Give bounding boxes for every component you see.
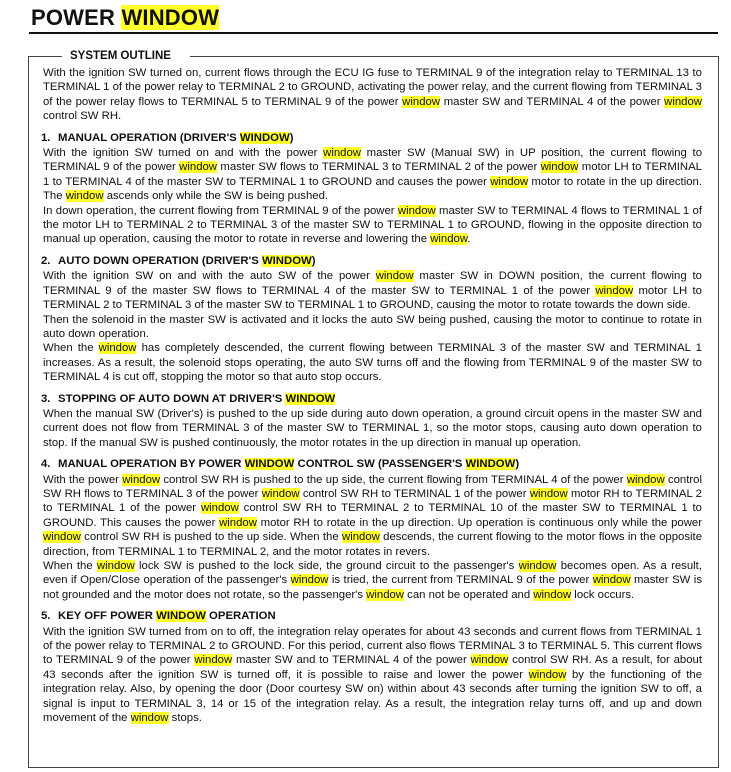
section-5-heading [41,609,702,623]
text-run: control SW RH is pushed to the up side, the current flowing from TERMINAL 4 of the power [160,473,627,486]
section-title [58,458,519,470]
text-run: master SW is not grounded and the motor does not rotate, so the passenger's [43,574,702,601]
text-run: motor to rotate in the up direction. The [43,175,702,203]
text-run: In down operation, the current flowing from TERMINAL 9 of the power [43,204,398,217]
highlighted-term: window [518,560,557,572]
text-run: control SW RH. [43,110,122,123]
text-run: STOPPING OF AUTO DOWN AT DRIVER'S [58,392,286,405]
section-title [58,393,335,405]
text-run: by the functioning of the integration relay. Also, by opening the door (Door courtesy SW on) within about 43 seconds after turning the ignition SW to off, a signal is input to TERMINAL 3, 14 or 15 of the integration relay. As a result, the integration relay turns off, and up and down movement of the [43,668,703,725]
highlighted-term: WINDOW [244,458,295,471]
text-run: When the [43,560,97,572]
section-number: 4. [41,458,51,471]
highlighted-term: window [490,175,529,188]
section-2-heading [41,254,702,268]
text-run: master SW flows to TERMINAL 3 to TERMINAL 2 of the power [217,161,541,174]
text-run: control SW RH is pushed to the up side. When the [80,531,342,544]
text-run: When the [43,342,99,355]
text-run: master SW and TERMINAL 4 of the power [440,95,665,108]
highlighted-term: window [397,204,436,217]
highlighted-term: window [470,654,509,667]
section-1-paragraph-2 [43,204,702,247]
text-run: CONTROL SW (PASSENGER'S [294,458,466,471]
text-run: lock SW is pushed to the lock side, the ground circuit to the passenger's [134,560,519,572]
text-run: master SW and to TERMINAL 4 of the power [232,654,471,667]
text-run: motor LH to TERMINAL 1 to TERMINAL 4 of the master SW to TERMINAL 1 to GROUND and causes the power [43,161,702,188]
text-run: MANUAL OPERATION BY POWER [58,458,245,471]
highlighted-term: window [342,531,380,544]
highlighted-term: window [430,233,468,246]
section-number: 5. [41,610,51,623]
text-run: stops. [168,712,202,725]
page-title [31,4,219,32]
section-5-paragraph-1 [43,625,702,726]
text-run: lock occurs. [571,588,635,601]
section-title [58,132,293,144]
highlighted-term: window [375,270,414,283]
highlighted-term: window [98,342,137,355]
text-run: With the ignition SW turned on, current flows through the ECU IG fuse to TERMINAL 9 of the integration relay to TERMINAL 13 to TERMINAL 1 of the power relay to TERMINAL 2 to GROUND, activating the power relay, and the current flowing from TERMINAL 3 of the power relay flows to TERMINAL 5 to TERMINAL 9 of the power [43,67,702,108]
highlighted-term: window [194,654,233,667]
text-run: control SW RH to TERMINAL 1 of the power [299,487,530,500]
intro-paragraph [43,66,702,124]
text-run: is tried, the current from TERMINAL 9 of the power [328,574,593,587]
outline-frame-top-right [190,56,719,57]
outline-frame-top-left [28,56,62,57]
section-3-paragraph-1 [43,407,702,450]
highlighted-term: window [592,574,631,587]
section-4-paragraph-2 [43,559,702,602]
outline-content [43,66,702,725]
highlighted-term: window [65,190,104,203]
section-2-paragraph-3 [43,341,702,384]
section-2-paragraph-1 [43,269,702,312]
text-run: AUTO DOWN OPERATION (DRIVER'S [58,254,262,267]
text-run: control SW RH. As a result, for about 43 seconds after the ignition SW is turned off, it is possible to raise and lower the power [43,654,702,681]
text-run: master SW in DOWN position, the current flowing to TERMINAL 9 of the master SW flows to TERMINAL 4 of the master SW to TERMINAL 1 of the power [43,270,702,297]
section-3-heading [41,392,702,406]
highlighted-term: window [122,473,161,486]
section-2-paragraph-2 [43,313,702,342]
section-4-paragraph-1 [43,473,702,559]
section-title [58,610,276,622]
highlighted-term: WINDOW [285,392,336,405]
page-title-prefix: POWER [31,5,122,30]
section-1-heading [41,131,702,145]
text-run: ) [515,458,520,471]
text-run: motor RH to TERMINAL 2 to TERMINAL 1 of the power [43,487,702,515]
title-rule [29,32,718,34]
text-run: motor LH to TERMINAL 2 to TERMINAL 3 of the master SW to TERMINAL 1 to GROUND, causing the motor to rotate towards the down side. [43,284,702,312]
text-run: master SW (Manual SW) in UP position, the current flowing to TERMINAL 9 of the power [43,147,702,174]
highlighted-term: window [626,473,665,486]
highlighted-term: window [529,487,568,500]
text-run: MANUAL OPERATION (DRIVER'S [58,131,240,144]
section-number: 2. [41,254,51,267]
section-4-heading [41,457,702,471]
highlighted-term: window [366,588,405,601]
section-number: 3. [41,392,51,405]
highlighted-term: window [96,560,135,572]
page-title-highlight: WINDOW [121,5,220,30]
system-outline-heading: SYSTEM OUTLINE [70,50,171,62]
text-run: motor RH to rotate in the up direction. Up operation is continuous only while the power [256,516,702,529]
highlighted-term: window [219,516,257,529]
section-number: 1. [41,131,51,144]
text-run: control SW RH flows to TERMINAL 3 of the power [43,473,702,500]
highlighted-term: window [595,284,634,297]
highlighted-term: window [179,161,218,174]
highlighted-term: window [261,487,300,500]
text-run: ) [311,254,316,267]
highlighted-term: window [664,95,702,108]
highlighted-term: window [43,531,81,544]
highlighted-term: WINDOW [465,458,516,471]
highlighted-term: window [323,147,361,160]
highlighted-term: WINDOW [261,254,312,267]
text-run: becomes open. As a result, even if Open/Close operation of the passenger's [43,560,702,587]
text-run: . [467,233,471,246]
highlighted-term: WINDOW [156,610,206,623]
text-run: master SW to TERMINAL 4 flows to TERMINAL 1 of the motor LH to TERMINAL 2 to TERMINAL 3 of the master SW to TERMINAL 1 to GROUND, flowing in the opposite direction to manual up operation, causing the motor to rotate in reverse and lowering the [43,204,702,246]
highlighted-term: window [533,588,572,601]
highlighted-term: window [540,161,579,174]
text-run: descends, the current flowing to the motor flows in the opposite direction, from TERMINAL 1 to TERMINAL 2, and the motor rotates in revers. [43,531,702,558]
text-run: has completely descended, the current flowing between TERMINAL 3 of the master SW and TERMINAL 1 increases. As a result, the solenoid stops operating, the auto SW turns off and the flowing from TERMINAL 9 of the master SW to TERMINAL 4 is cut off, stopping the motor so that auto stop occurs. [43,342,702,384]
highlighted-term: window [402,95,441,108]
text-run: ascends only while the SW is being pushed. [103,190,329,203]
highlighted-term: window [130,712,169,725]
highlighted-term: WINDOW [239,131,290,144]
text-run: With the ignition SW turned from on to off, the integration relay operates for about 43 seconds and current flows from TERMINAL 1 of the power relay to TERMINAL 2 to GROUND. For this period, current also flows TERMINAL 3 to TERMINAL 5. This current flows to TERMINAL 9 of the power [43,625,702,667]
section-1-paragraph-1 [43,146,702,204]
text-run: OPERATION [205,610,276,623]
text-run: control SW RH to TERMINAL 2 to TERMINAL 10 of the master SW to TERMINAL 1 to GROUND. This causes the power [43,502,702,529]
text-run: KEY OFF POWER [58,610,157,623]
highlighted-term: window [528,668,567,681]
text-run: When the manual SW (Driver's) is pushed to the up side during auto down operation, a ground circuit opens in the master SW and current does not flow from TERMINAL 3 of the master SW to TERMINAL 1, so the motor stops, causing auto down operation to stop. If the manual SW is pushed continuously, the motor rotates in the up direction in manual up operation. [43,407,702,449]
text-run: Then the solenoid in the master SW is activated and it locks the auto SW being pushed, causing the motor to continue to rotate in auto down operation. [43,313,702,340]
highlighted-term: window [200,502,239,515]
text-run: With the ignition SW on and with the auto SW of the power [43,270,376,283]
text-run: With the ignition SW turned on and with the power [43,147,324,160]
text-run: With the power [43,473,123,486]
text-run: ) [289,131,294,144]
highlighted-term: window [290,574,329,587]
text-run: can not be operated and [404,588,534,601]
section-title [58,255,316,267]
